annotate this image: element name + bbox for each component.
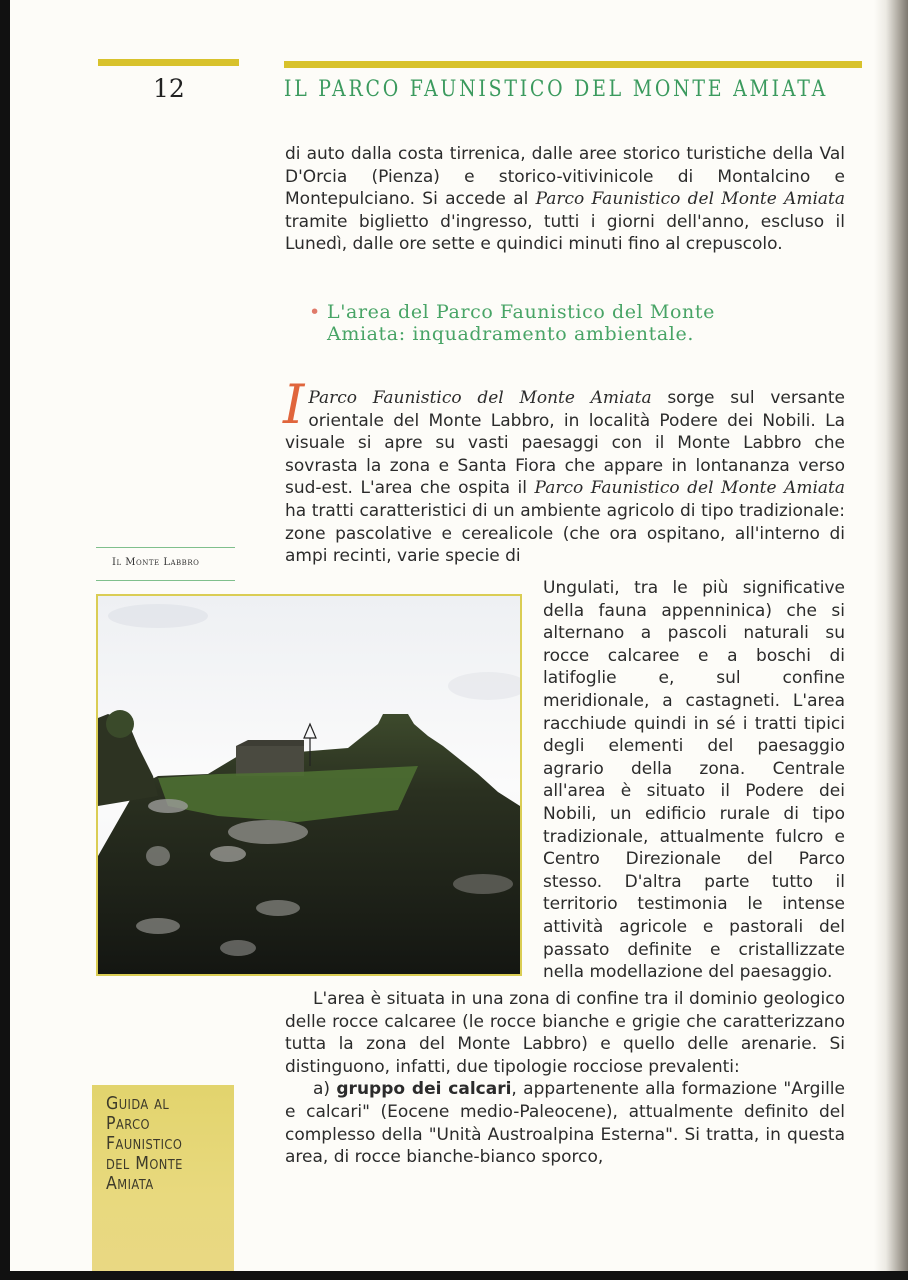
guide-title-box: [92, 1085, 234, 1272]
intro-paragraph: [285, 143, 845, 256]
caption-rule-bottom: [96, 580, 235, 581]
rock: [256, 900, 300, 916]
running-title: IL PARCO FAUNISTICO DEL MONTE AMIATA: [284, 77, 829, 102]
tree: [106, 710, 134, 738]
header-rule-left: [98, 59, 239, 66]
geology-text: L'area è situata in una zona di confine tra il dominio geologico delle rocce calcaree (le rocce bianche e grigie che caratterizzano tutta la zona del Monte Labbro) e quello delle arenarie. Si distinguono, infatti, due tipologie rocciose prevalenti:: [285, 989, 845, 1077]
photo-caption: Il Monte Labbro: [112, 557, 200, 568]
list-item-prefix: a): [313, 1079, 337, 1100]
intro-text-1: di auto dalla costa tirrenica, dalle aree storico turistiche della Val D'Orcia (Pienza) e storico-vitivinicole di Montalcino e Montepulciano. Si accede al: [285, 144, 845, 210]
rock: [453, 874, 513, 894]
page-number: 12: [153, 74, 185, 103]
caption-rule-top: [96, 547, 235, 548]
stone-building: [236, 746, 304, 776]
main-paragraph: [283, 373, 845, 568]
drop-cap: I: [283, 373, 305, 436]
landscape-illustration: [98, 596, 520, 974]
book-page: [10, 0, 908, 1272]
bullet-icon: •: [309, 301, 321, 323]
main-paragraph-continuation: [543, 577, 845, 984]
guide-title-text: Guida al Parco Faunistico del Monte Amiata: [106, 1093, 183, 1194]
geology-list-item-a: [285, 1078, 845, 1168]
main-italic-park-name-1: Parco Faunistico del Monte Amiata: [308, 388, 652, 408]
main-continuation-text: Ungulati, tra le più significative della fauna appenninica) che si alternano a pascoli naturali su rocce calcaree e a boschi di latifoglie e, sul confine meridionale, a castagneti. L'area racchiude quindi in sé i tratti tipici degli elementi del paesaggio agrario della zona. Centrale all'area è situato il Podere dei Nobili, un edificio rurale di tipo tradizionale, attualmente fulcro e Centro Direzionale del Parco stesso. D'altra parte tutto il territorio testimonia le intense attività agricole e pastorali del passato definite e cristallizzate nella modellazione del paesaggio.: [543, 578, 845, 983]
header-rule-right: [284, 61, 862, 68]
rock: [228, 820, 308, 844]
rock: [146, 846, 170, 866]
main-italic-park-name-2: Parco Faunistico del Monte Amiata: [534, 478, 845, 499]
rock: [136, 918, 180, 934]
rock: [210, 846, 246, 862]
page-fold-shadow: [874, 0, 908, 1272]
list-item-text: , appartenente alla formazione "Argille e calcari" (Eocene medio-Paleocene), attualmente definito del complesso della "Unità Austroalpina Esterna". Si tratta, in questa area, di rocce bianche-bianco sporco,: [285, 1079, 845, 1168]
building-roof: [236, 740, 304, 746]
scan-edge-bottom: [0, 1271, 908, 1280]
list-item-term: gruppo dei calcari: [336, 1079, 512, 1100]
intro-text-2: tramite biglietto d'ingresso, tutti i giorni dell'anno, escluso il Lunedì, dalle ore sette e quindici minuti fino al crepuscolo.: [285, 211, 845, 255]
geology-paragraph: [285, 988, 845, 1169]
main-text-2: ha tratti caratteristici di un ambiente agricolo di tipo tradizionale: zone pascolative e cerealicole (che ora ospitano, all'interno di ampi recinti, varie specie di: [285, 500, 845, 567]
intro-italic-park-name: Parco Faunistico del Monte Amiata: [535, 189, 845, 210]
main-text-1: sorge sul versante orientale del Monte Labbro, in località Podere dei Nobili. La visuale si apre su vasti paesaggi con il Monte Labbro che sovrasta la zona e Santa Fiora che appare in lontananza verso sud-est. L'area che ospita il: [285, 388, 845, 499]
rock: [148, 799, 188, 813]
section-heading-text: L'area del Parco Faunistico del Monte Amiata: inquadramento ambientale.: [327, 301, 715, 345]
section-heading: [311, 301, 731, 345]
rock: [220, 940, 256, 956]
cloud: [108, 604, 208, 628]
photo-monte-labbro: [96, 594, 522, 976]
